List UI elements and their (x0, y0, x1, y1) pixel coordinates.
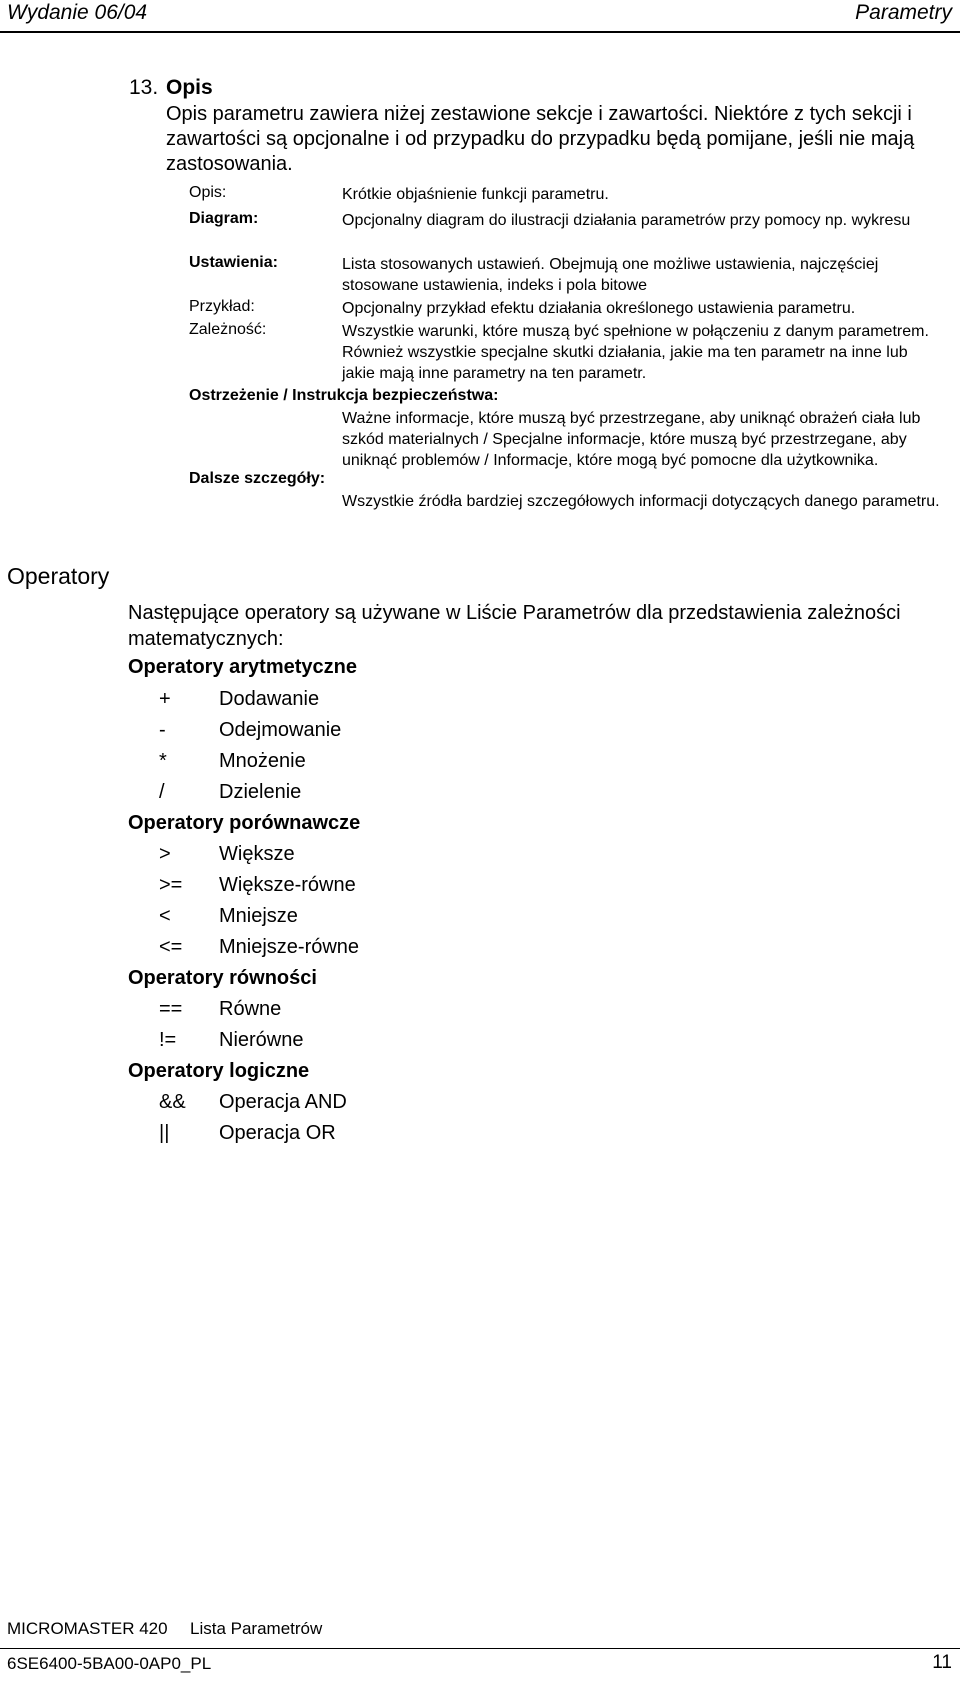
operator-symbol: / (159, 781, 165, 803)
definition-desc: Opcjonalny przykład efektu działania określonego ustawienia parametru. (342, 300, 856, 317)
operator-name: Większe (219, 843, 295, 865)
definition-term: Zależność: (189, 321, 267, 338)
warning-heading: Ostrzeżenie / Instrukcja bezpieczeństwa: (189, 387, 499, 404)
definition-desc: Lista stosowanych ustawień. Obejmują one możliwe ustawienia, najczęściej stosowane ustawienia, indeks i pola bitowe (342, 256, 879, 294)
definition-desc: Krótkie objaśnienie funkcji parametru. (342, 186, 609, 203)
operator-symbol: > (159, 843, 171, 865)
definition-term: Ustawienia: (189, 254, 278, 271)
operator-name: Nierówne (219, 1029, 304, 1051)
operator-name: Dodawanie (219, 688, 320, 710)
definition-term: Diagram: (189, 210, 259, 227)
operator-name: Operacja OR (219, 1122, 336, 1144)
operator-name: Równe (219, 998, 282, 1020)
section-number: 13. (129, 76, 159, 99)
definition-desc: Opcjonalny diagram do ilustracji działania parametrów przy pomocy np. wykresu (342, 212, 911, 229)
operator-name: Operacja AND (219, 1091, 347, 1113)
details-heading: Dalsze szczegóły: (189, 470, 326, 487)
details-body: Wszystkie źródła bardziej szczegółowych informacji dotyczących danego parametru. (342, 493, 940, 510)
operator-symbol: && (159, 1091, 186, 1113)
operator-symbol: || (159, 1122, 170, 1144)
operator-name: Większe-równe (219, 874, 356, 896)
operator-name: Mniejsze (219, 905, 298, 927)
operators-intro: Następujące operatory są używane w Liście Parametrów dla przedstawienia zależności matematycznych: (128, 602, 901, 650)
operator-symbol: == (159, 998, 183, 1020)
operator-symbol: * (159, 750, 167, 772)
definition-desc: Wszystkie warunki, które muszą być spełnione w połączeniu z danym parametrem. Również wszystkie specjalne skutki działania, jakie ma ten parametr na inne lub jakie mają inne parametry na ten parametr. (342, 323, 929, 382)
operator-symbol: + (159, 688, 171, 710)
operator-symbol: - (159, 719, 166, 741)
warning-body: Ważne informacje, które muszą być przestrzegane, aby uniknąć obrażeń ciała lub szkód materialnych / Specjalne informacje, które muszą być przestrzegane, aby uniknąć problemów / Informacje, które mogą być pomocne dla użytkownika. (342, 410, 921, 469)
header-divider (0, 31, 960, 33)
operator-name: Mnożenie (219, 750, 306, 772)
operator-group-title: Operatory arytmetyczne (128, 656, 357, 678)
section-title: Opis (166, 76, 213, 99)
operator-group-title: Operatory porównawcze (128, 812, 361, 834)
footer-divider (0, 1648, 960, 1649)
header-edition: Wydanie 06/04 (7, 1, 148, 24)
operator-symbol: <= (159, 936, 183, 958)
header-section: Parametry (855, 1, 952, 24)
operator-name: Mniejsze-równe (219, 936, 360, 958)
operator-group-title: Operatory logiczne (128, 1060, 310, 1082)
definition-term: Przykład: (189, 298, 255, 315)
operator-group-title: Operatory równości (128, 967, 317, 989)
footer-page-number: 11 (932, 1652, 952, 1673)
footer-doc-title: Lista Parametrów (190, 1619, 323, 1638)
operator-symbol: < (159, 905, 171, 927)
operator-symbol: >= (159, 874, 183, 896)
section-intro: Opis parametru zawiera niżej zestawione sekcje i zawartości. Niektóre z tych sekcji i zawartości są opcjonalne i od przypadku do przypadku będą pomijane, jeśli nie mają zastosowania. (166, 103, 915, 175)
definition-term: Opis: (189, 184, 227, 201)
operator-symbol: != (159, 1029, 177, 1051)
footer-product: MICROMASTER 420 (7, 1619, 168, 1638)
operator-name: Dzielenie (219, 781, 302, 803)
operator-name: Odejmowanie (219, 719, 342, 741)
footer-order-code: 6SE6400-5BA00-0AP0_PL (7, 1654, 212, 1673)
operators-side-heading: Operatory (7, 563, 110, 589)
